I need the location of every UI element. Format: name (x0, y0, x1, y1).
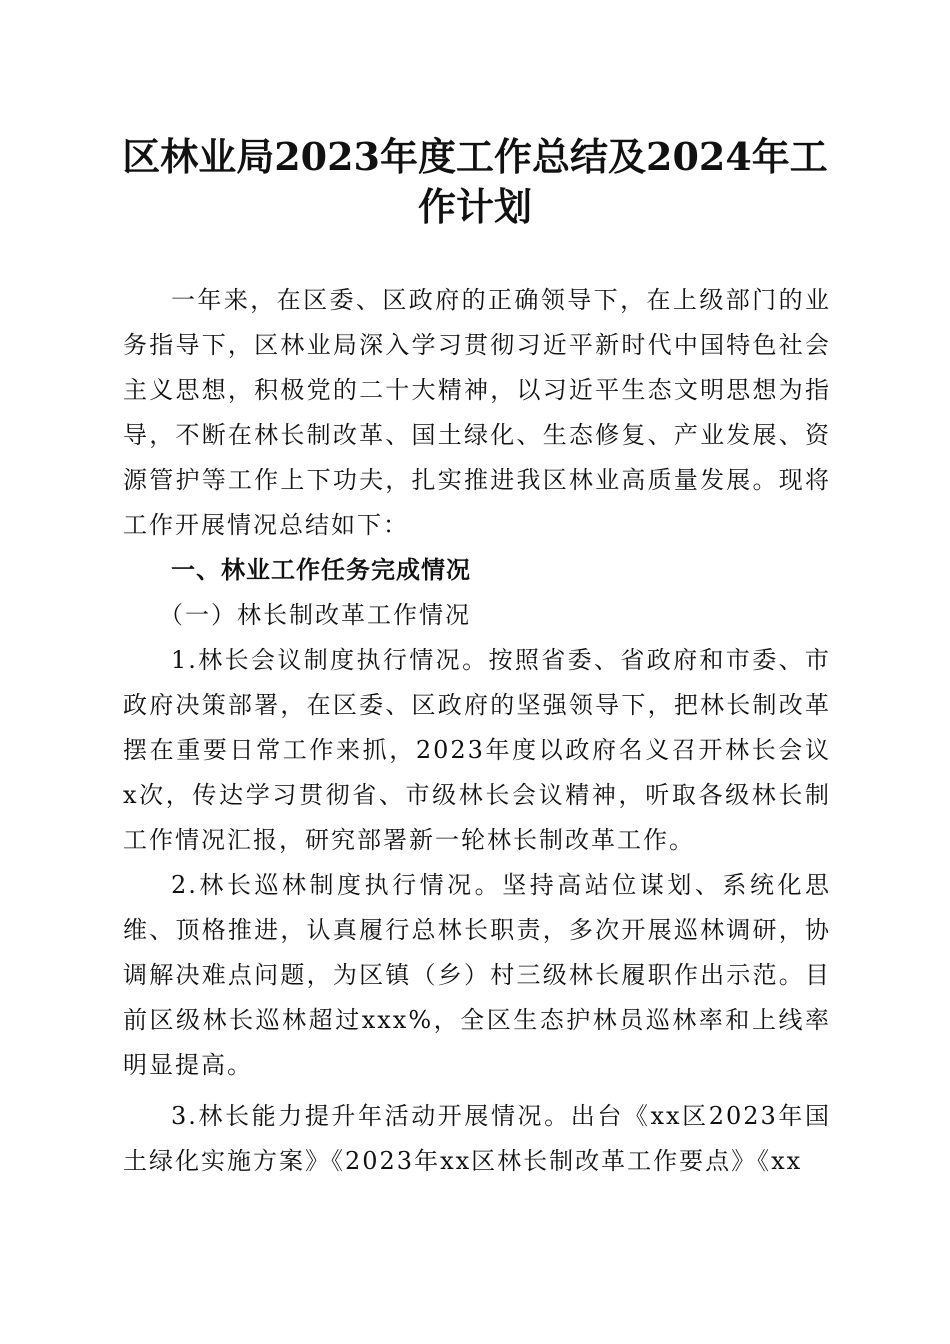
item-paragraph-3: 3.林长能力提升年活动开展情况。出台《xx区2023年国土绿化实施方案》《2023年xx区林长制改革工作要点》《xx (123, 1102, 831, 1175)
item-paragraph-1: 1.林长会议制度执行情况。按照省委、省政府和市委、市政府决策部署，在区委、区政府的坚强领导下，把林长制改革摆在重要日常工作来抓，2023年度以政府名义召开林长会议x次，传达学习贯彻省、市级林长会议精神，听取各级林长制工作情况汇报，研究部署新一轮林长制改革工作。 (123, 646, 831, 854)
intro-paragraph: 一年来，在区委、区政府的正确领导下，在上级部门的业务指导下，区林业局深入学习贯彻习近平新时代中国特色社会主义思想，积极党的二十大精神，以习近平生态文明思想为指导，不断在林长制改革、国土绿化、生态修复、产业发展、资源管护等工作上下功夫，扎实推进我区林业高质量发展。现将工作开展情况总结如下： (123, 286, 831, 539)
document-body (123, 278, 831, 1184)
section-heading: 一、林业工作任务完成情况 (171, 556, 471, 584)
item-paragraph-2: 2.林长巡林制度执行情况。坚持高站位谋划、系统化思维、顶格推进，认真履行总林长职责，多次开展巡林调研，协调解决难点问题，为区镇（乡）村三级林长履职作出示范。目前区级林长巡林超过xxx%，全区生态护林员巡林率和上线率明显提高。 (123, 871, 831, 1079)
document-title: 区林业局2023年度工作总结及2024年工作计划 (122, 134, 828, 229)
subsection-heading: （一）林长制改革工作情况 (159, 601, 471, 629)
